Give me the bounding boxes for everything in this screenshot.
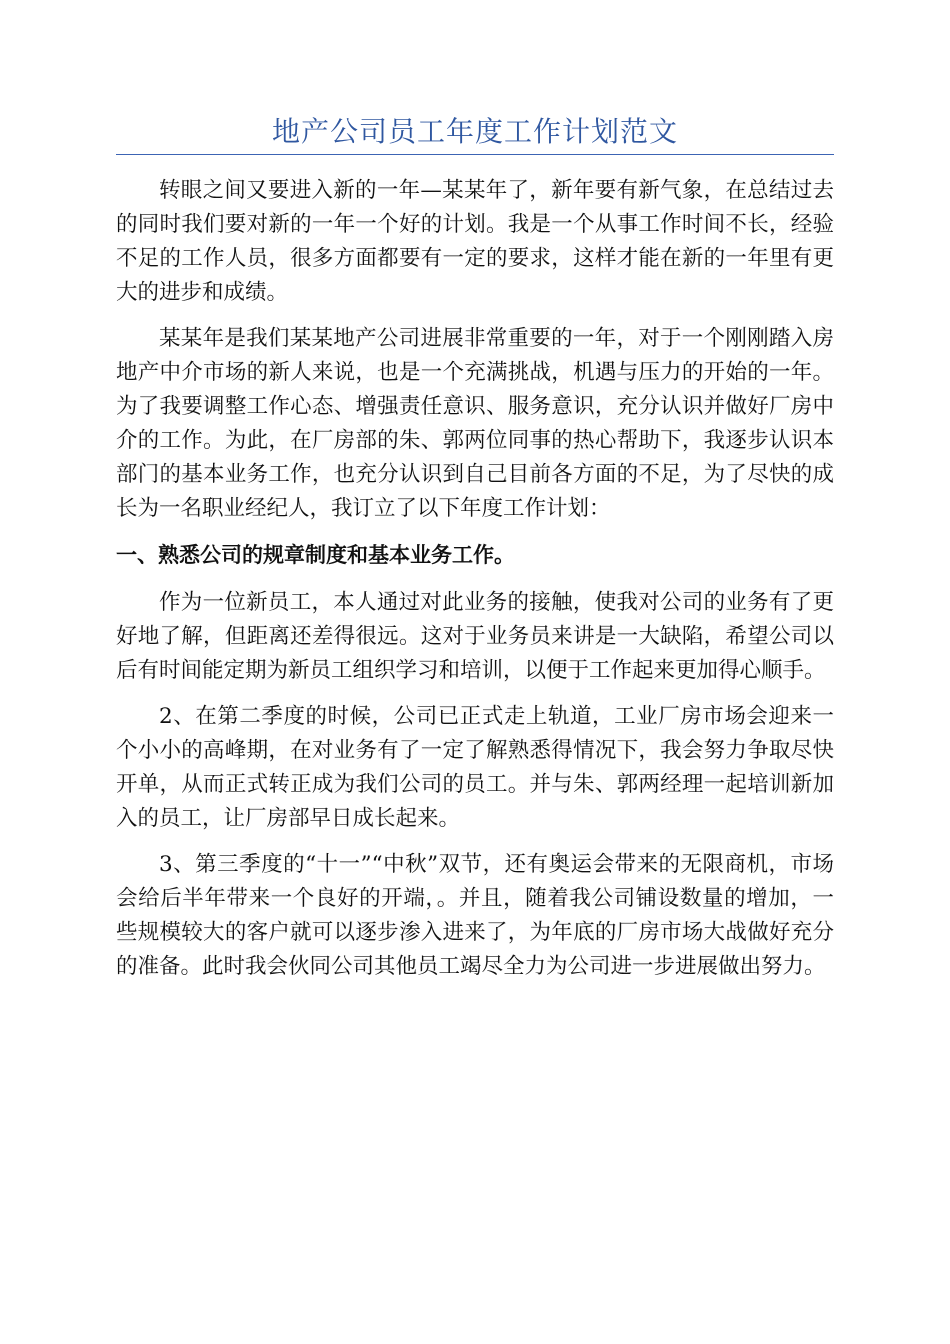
title-underline: [116, 154, 834, 155]
paragraph-q3-plan: 3、第三季度的“十一”“中秋”双节，还有奥运会带来的无限商机，市场会给后半年带来一个良好的开端，。并且，随着我公司铺设数量的增加，一些规模较大的客户就可以逐步渗入进来了，为年底的厂房市场大战做好充分的准备。此时我会伙同公司其他员工竭尽全力为公司进一步进展做出努力。: [116, 852, 834, 979]
paragraph-section-1: 作为一位新员工，本人通过对此业务的接触，使我对公司的业务有了更好地了解，但距离还差得很远。这对于业务员来讲是一大缺陷，希望公司以后有时间能定期为新员工组织学习和培训，以便于工作起来更加得心顺手。: [116, 590, 834, 683]
paragraph-q2-plan: 2、在第二季度的时候，公司已正式走上轨道，工业厂房市场会迎来一个小小的高峰期，在对业务有了一定了解熟悉得情况下，我会努力争取尽快开单，从而正式转正成为我们公司的员工。并与朱、郭两经理一起培训新加入的员工，让厂房部早日成长起来。: [116, 704, 834, 831]
paragraph-background: 某某年是我们某某地产公司进展非常重要的一年，对于一个刚刚踏入房地产中介市场的新人来说，也是一个充满挑战，机遇与压力的开始的一年。为了我要调整工作心态、增强责任意识、服务意识，充分认识并做好厂房中介的工作。为此，在厂房部的朱、郭两位同事的热心帮助下，我逐步认识本部门的基本业务工作，也充分认识到自己目前各方面的不足，为了尽快的成长为一名职业经纪人，我订立了以下年度工作计划：: [116, 326, 834, 521]
document-title: 地产公司员工年度工作计划范文: [271, 115, 678, 148]
section-heading: 一、熟悉公司的规章制度和基本业务工作。: [116, 543, 515, 567]
paragraph-intro: 转眼之间又要进入新的一年—某某年了，新年要有新气象，在总结过去的同时我们要对新的一年一个好的计划。我是一个从事工作时间不长，经验不足的工作人员，很多方面都要有一定的要求，这样才能在新的一年里有更大的进步和成绩。: [116, 178, 834, 305]
document-body: [116, 174, 834, 996]
